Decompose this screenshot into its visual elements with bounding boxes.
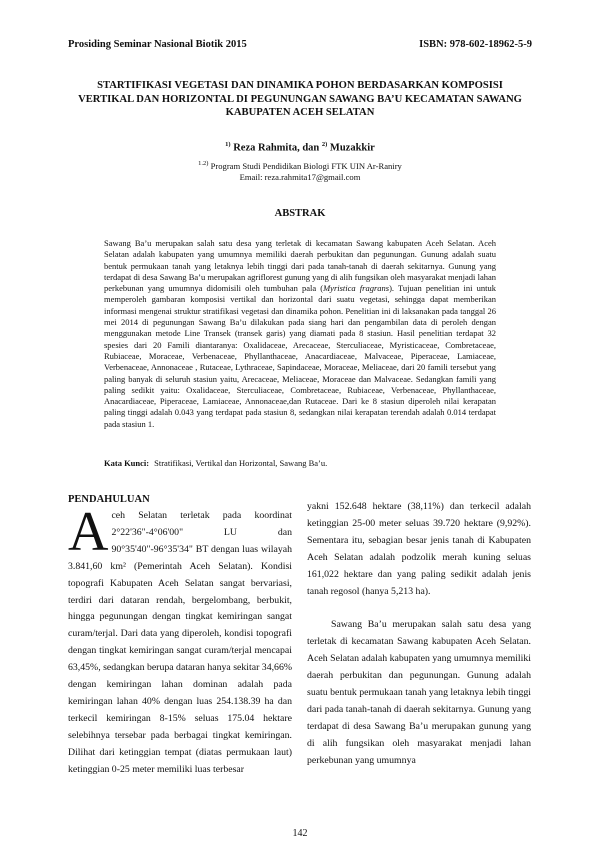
isbn-header: ISBN: 978-602-18962-5-9 <box>419 39 532 50</box>
abstract-text-part1: Sawang Ba’u merupakan salah satu desa yang terletak di kecamatan Sawang kabupaten Aceh Selatan. Aceh Selatan adalah kabupaten yang umumnya memiliki daerah perbukitan dan pegunungan. Gunung adalah suatu bentuk permukaan tanah yang letaknya lebih tinggi dari pada tanah-tanah di daerah sekitarnya. Gunung yang terdapat di desa Sawang Ba’u merupakan agriflorest gunung yang di alih fungsikan oleh masyarakat menjadi lahan perkebunan yang umumnya didomisili oleh tumbuhan pala ( <box>104 238 496 294</box>
intro-paragraph-2: Sawang Ba’u merupakan salah satu desa yang terletak di kecamatan Sawang kabupaten Aceh Selatan. Aceh Selatan adalah kabupaten yang umumnya memiliki daerah perbukitan dan pegunungan. Gunung adalah suatu bentuk permukaan tanah yang letaknya lebih tinggi dari pada tanah-tanah di daerah sekitarnya. Gunung yang terdapat di desa Sawang Ba’u merupakan gunung yang di alih fungsikan oleh masyarakat menjadi lahan perkebunan yang umumnya <box>307 619 531 766</box>
author1-name: Reza Rahmita, dan <box>233 142 320 154</box>
affiliation-text: Program Studi Pendidikan Biologi FTK UIN Ar-Raniry <box>210 160 402 171</box>
introduction-heading: PENDAHULUAN <box>68 494 150 505</box>
abstract-body <box>104 238 496 430</box>
intro-paragraph-1-text: ceh Selatan terletak pada koordinat 2°22'36"-4°06'00" LU dan 90°35'40"-96°35'34" BT dengan luas wilayah 3.841,60 km² (Pemerintah Aceh Selatan). Kondisi topografi Kabupaten Aceh Selatan sangat bervariasi, terdiri dari dataran rendah, bergelombang, berbukit, hingga pegunungan dengan tingkat kemiringan sangat curam/terjal. Dari data yang diperoleh, kondisi topografi dengan tingkat kemiringan sangat curam/terjal mencapai 63,45%, sedangkan berupa dataran hanya sekitar 34,66% dengan kemiringan lahan dominan adalah pada kemiringan lahan 40% dengan luas 254.138.39 ha dan terkecil kemiringan 8-15% seluas 175.04 hektare selebihnya tersebar pada berbagai tingkat kemiringan. Dilihat dari ketinggian tempat (diatas permukaan laut) ketinggian 0-25 meter memiliki luas terbesar <box>68 510 292 775</box>
affiliation-block <box>0 158 600 183</box>
intro-paragraph-1 <box>68 501 292 779</box>
author2-name: Muzakkir <box>329 142 375 154</box>
keywords-label: Kata Kunci: <box>104 458 150 468</box>
paper-title: STARTIFIKASI VEGETASI DAN DINAMIKA POHON BERDASARKAN KOMPOSISI VERTIKAL DAN HORIZONTAL DI PEGUNUNGAN SAWANG BA’U KECAMATAN SAWANG KABUPATEN ACEH SELATAN <box>78 80 522 118</box>
affiliation-superscript: 1.2) <box>198 160 209 167</box>
page-number: 142 <box>292 828 308 839</box>
author-email: Email: reza.rahmita17@gmail.com <box>239 171 361 182</box>
right-column <box>307 499 531 769</box>
keywords-value: Stratifikasi, Vertikal dan Horizontal, Sawang Ba’u. <box>154 458 328 468</box>
author-line <box>0 141 600 154</box>
left-column <box>68 501 292 779</box>
drop-cap: A <box>68 501 109 563</box>
abstract-species-name: Myristica fragrans <box>323 283 390 294</box>
author1-superscript: 1) <box>225 141 231 148</box>
proceedings-header: Prosiding Seminar Nasional Biotik 2015 <box>68 39 247 50</box>
author2-superscript: 2) <box>321 141 328 148</box>
keywords-line <box>104 458 496 468</box>
abstract-text-part2: ). Tujuan penelitian ini untuk memperoleh gambaran komposisi vertikal dan horizontal dari suatu vegetasi, sehingga dapat memberikan informasi mengenai struktur stratifikasi vegetasi dan dinamika pohon. Penelitian ini di laksanakan pada tanggal 26 mei 2014 di pegunungan Sawang Ba’u dilakukan pada siang hari dan pengambilan data di peroleh dengan menggunakan metode Line Transek (transek garis) yang diamati pada 8 stasiun. Hasil penelitian terdapat 32 spesies dari 20 Famili diantaranya: Oxalidaceae, Arecaceae, Sterculiaceae, Myristicaceae, Combretaceae, Rubiaceae, Moraceae, Verbenaceae, Phyllanthaceae, Anacardiaceae, Malvaceae, Piperaceae, Lamiaceae, Verbenaceae, Annonaceae , Rutaceae, Lythraceae, Sapindaceae, Moraceae, Meliaceae, dari 20 famili tersebut yang paling banyak di seluruh stasiun yaitu, Arecaceae, Meliaceae, Moraceae dan Malvaceae. Sedangkan famili yang paling sedikit yaitu: Oxalidaceae, Sterculiaceae, Combretaceae, Rubiaceae, Verbenaceae, Phyllanthaceae, Anacardiaceae, Piperaceae, Lamiaceae, Annonaceae,dan Rutaceae. Dari ke 8 stasiun diperoleh nilai kerapatan paling tinggi adalah 0.043 yang terdapat pada stasiun 8, sedangkan nilai kerapatan terendah adalah 0.014 terdapat pada stasiun 1. <box>104 283 496 429</box>
intro-paragraph-1-continued: yakni 152.648 hektare (38,11%) dan terkecil adalah ketinggian 25-00 meter seluas 39.720 hektare (9,92%). Sementara itu, sebagian besar jenis tanah di Kabupaten Aceh Selatan adalah podzolik merah kuning seluas 161,022 hektare dan yang paling sedikit adalah jenis tanah regosol (hanya 5,213 ha). <box>307 501 531 597</box>
affiliation-line <box>0 158 600 172</box>
abstract-heading: ABSTRAK <box>274 208 326 219</box>
